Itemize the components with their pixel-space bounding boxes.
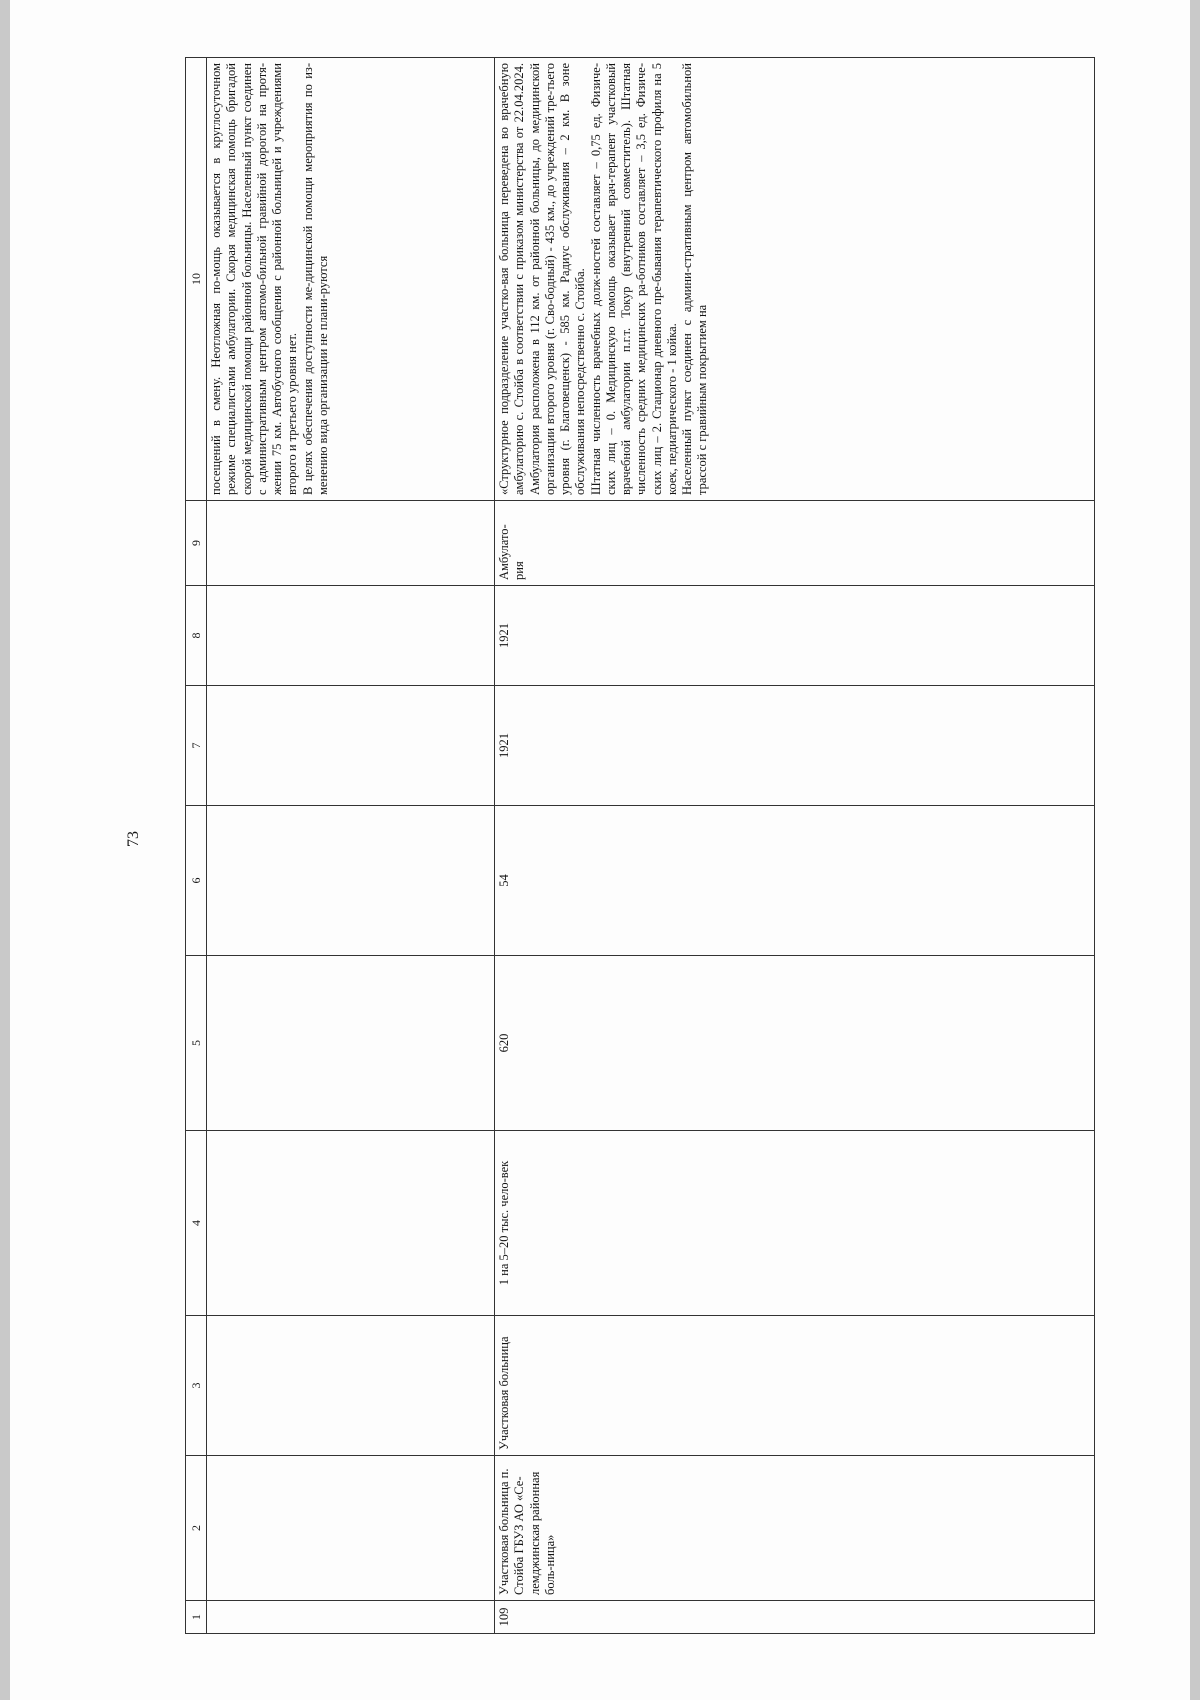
- cell-row-number: 109: [495, 1601, 1095, 1634]
- column-number: 8: [186, 586, 207, 686]
- cell-norm: 1 на 5–20 тыс. чело-век: [495, 1131, 1095, 1316]
- cell-col6: 54: [495, 806, 1095, 956]
- cell-col5: 620: [495, 956, 1095, 1131]
- column-number: 10: [186, 58, 207, 501]
- column-number: 6: [186, 806, 207, 956]
- table-cell: [207, 501, 495, 586]
- column-number: 7: [186, 686, 207, 806]
- column-number: 4: [186, 1131, 207, 1316]
- column-number: 2: [186, 1456, 207, 1601]
- cell-organization: Участковая больница п. Стойба ГБУЗ АО «Се-лемджинская районная боль-ница»: [495, 1456, 1095, 1601]
- table-cell: [207, 1316, 495, 1456]
- cell-col8: 1921: [495, 586, 1095, 686]
- cell-description: [207, 58, 495, 501]
- description-paragraph: Штатная численность врачебных долж-ностей составляет – 0,75 ед. Физиче-ских лиц – 0. Медицинскую помощь оказывает врач-терапевт участковый врачебной амбулатории п.г.т. Токур (внутренний совместитель). Штатная численность средних медицинских ра-ботников составляет – 3,5 ед. Физиче-ских лиц – 2. Стационар дневного пре-бывания терапевтического профиля на 5 коек, педиатрического - 1 койка.: [588, 63, 679, 495]
- column-number: 1: [186, 1601, 207, 1634]
- data-table: [185, 57, 1095, 1634]
- column-number: 5: [186, 956, 207, 1131]
- table-rotated-container: [185, 58, 1109, 1634]
- cell-col7: 1921: [495, 686, 1095, 806]
- table-cell: [207, 956, 495, 1131]
- description-paragraph: посещений в смену. Неотложная по-мощь оказывается в круглосуточном режиме специалистами амбулатории. Скорая медицинская помощь бригадой скорой медицинской помощи районной больницы. Населенный пункт соединен с административным центром автомо-бильной гравийной дорогой на протя-жении 75 км. Автобусного сообщения с районной больницей и учреждениями второго и третьего уровня нет.: [209, 63, 300, 495]
- description-paragraph: В целях обеспечения доступности ме-дицинской помощи мероприятия по из-менению вида организации не плани-руются: [300, 63, 330, 495]
- table-row-continuation: [207, 58, 495, 1634]
- table-cell: [207, 586, 495, 686]
- page-number: 73: [125, 831, 142, 847]
- table-row-109: [495, 58, 1095, 1634]
- cell-new-type: Амбулато-рия: [495, 501, 1095, 586]
- table-cell: [207, 1601, 495, 1634]
- table-cell: [207, 806, 495, 956]
- document-page: [10, 0, 1190, 1700]
- cell-unit-type: Участковая больница: [495, 1316, 1095, 1456]
- table-cell: [207, 1131, 495, 1316]
- description-paragraph: Населенный пункт соединен с админи-стративным центром автомобильной трассой с гравийным покрытием на: [680, 63, 710, 495]
- column-number-row: [186, 58, 207, 1634]
- description-paragraph: «Структурное подразделение участко-вая больница переведена во врачебную амбулаторию с. Стойба в соответствии с приказом министерства от 22.04.2024. Амбулатория расположена в 112 км. от районной больницы, до медицинской организации второго уровня (г. Сво-бодный) - 435 км., до учреждений тре-тьего уровня (г. Благовещенск) - 585 км. Радиус обслуживания – 2 км. В зоне обслуживания непосредственно с. Стойба.: [497, 63, 588, 495]
- table-cell: [207, 1456, 495, 1601]
- column-number: 9: [186, 501, 207, 586]
- cell-description: [495, 58, 1095, 501]
- table-cell: [207, 686, 495, 806]
- column-number: 3: [186, 1316, 207, 1456]
